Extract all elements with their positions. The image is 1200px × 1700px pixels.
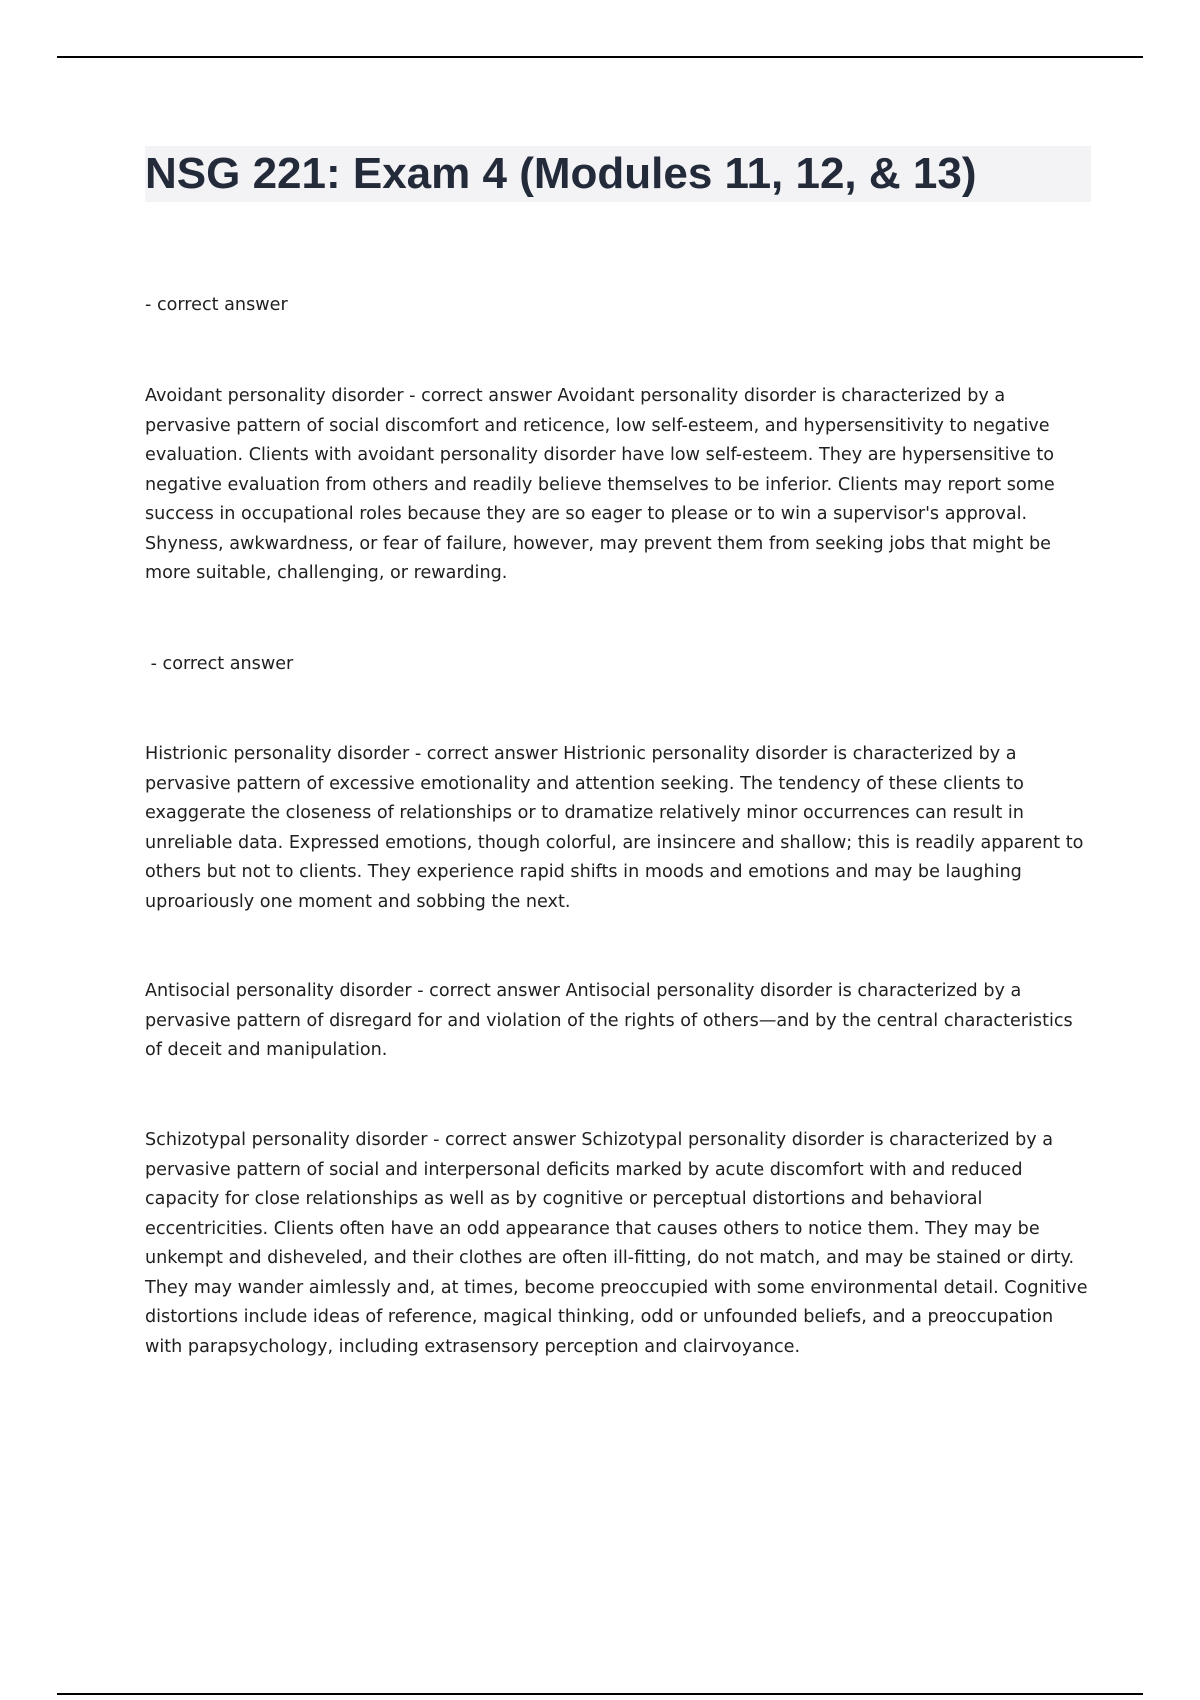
entry-text: - correct answer (145, 654, 294, 674)
entry-text: - correct answer (145, 295, 288, 315)
title-banner (145, 146, 1091, 202)
entry-text: Avoidant personality disorder - correct answer Avoidant personality disorder is characterized by a pervasive pattern of social discomfort and reticence, low self-esteem, and hypersensitivity to negative evaluation. Clients with avoidant personality disorder have low self-esteem. They are hypersensitive to negative evaluation from others and readily believe themselves to be inferior. Clients may report some success in occupational roles because they are so eager to please or to win a supervisor's approval. Shyness, awkwardness, or fear of failure, however, may prevent them from seeking jobs that might be more suitable, challenging, or rewarding. (145, 386, 1055, 583)
top-rule (57, 56, 1143, 58)
entry-text: Antisocial personality disorder - correct answer Antisocial personality disorder is characterized by a pervasive pattern of disregard for and violation of the rights of others—and by the central characteristics of deceit and manipulation. (145, 981, 1073, 1060)
page-title: NSG 221: Exam 4 (Modules 11, 12, & 13) (145, 149, 977, 198)
entry-text: Schizotypal personality disorder - correct answer Schizotypal personality disorder is characterized by a pervasive pattern of social and interpersonal deficits marked by acute discomfort with and reduced capacity for close relationships as well as by cognitive or perceptual distortions and behavioral eccentricities. Clients often have an odd appearance that causes others to notice them. They may be unkempt and disheveled, and their clothes are often ill-fitting, do not match, and may be stained or dirty. They may wander aimlessly and, at times, become preoccupied with some environmental detail. Cognitive distortions include ideas of reference, magical thinking, odd or unfounded beliefs, and a preoccupation with parapsychology, including extrasensory perception and clairvoyance. (145, 1130, 1088, 1357)
entry-text: Histrionic personality disorder - correct answer Histrionic personality disorder is characterized by a pervasive pattern of excessive emotionality and attention seeking. The tendency of these clients to exaggerate the closeness of relationships or to dramatize relatively minor occurrences can result in unreliable data. Expressed emotions, though colorful, are insincere and shallow; this is readily apparent to others but not to clients. They experience rapid shifts in moods and emotions and may be laughing uproariously one moment and sobbing the next. (145, 744, 1084, 912)
bottom-rule (57, 1693, 1143, 1695)
